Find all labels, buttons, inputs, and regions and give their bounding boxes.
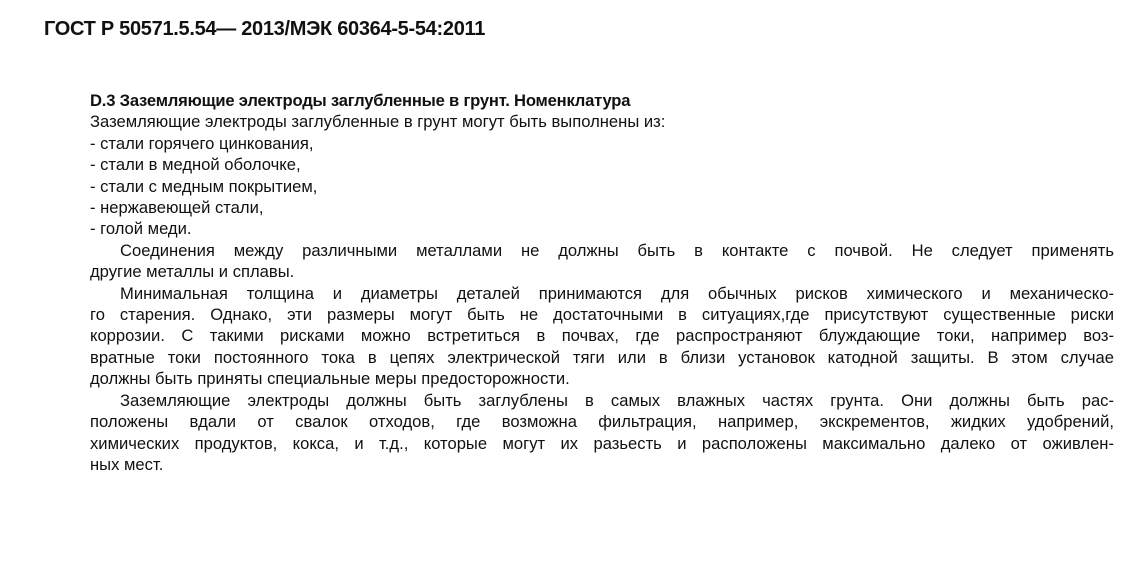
paragraph-line: должны быть приняты специальные меры предосторожности. bbox=[90, 369, 570, 389]
paragraph-line: Соединения между различными металлами не должны быть в контакте с почвой. Не следует применять bbox=[120, 240, 1114, 260]
section-heading: D.3 Заземляющие электроды заглубленные в грунт. Номенклатура bbox=[90, 91, 631, 110]
list-item: - стали горячего цинкования, bbox=[90, 133, 314, 153]
list-item: - голой меди. bbox=[90, 219, 192, 239]
list-item: - стали с медным покрытием, bbox=[90, 176, 318, 196]
materials-list bbox=[60, 133, 1114, 240]
list-item: - стали в медной оболочке, bbox=[90, 155, 301, 175]
paragraph-line: Минимальная толщина и диаметры деталей принимаются для обычных рисков химического и механическо- bbox=[120, 283, 1114, 303]
paragraph-metals-contact bbox=[60, 240, 1114, 283]
page-header: ГОСТ Р 50571.5.54— 2013/МЭК 60364-5-54:2011 bbox=[44, 18, 486, 40]
paragraph-line: ных мест. bbox=[90, 454, 164, 474]
list-item: - нержавеющей стали, bbox=[90, 198, 264, 218]
paragraph-line: положены вдали от свалок отходов, где возможна фильтрация, например, экскрементов, жидких удобрений, bbox=[90, 412, 1114, 432]
paragraph-placement bbox=[60, 390, 1114, 476]
paragraph-corrosion bbox=[60, 283, 1114, 390]
document-body bbox=[60, 90, 1114, 475]
paragraph-line: го старения. Однако, эти размеры могут быть не достаточными в ситуациях,где присутствуют существенные риски bbox=[90, 305, 1114, 325]
intro-text: Заземляющие электроды заглубленные в грунт могут быть выполнены из: bbox=[90, 112, 666, 132]
paragraph-line: химических продуктов, кокса, и т.д., которые могут их разьесть и расположены максимально далеко от оживлен- bbox=[90, 433, 1114, 453]
paragraph-line: Заземляющие электроды должны быть заглублены в самых влажных частях грунта. Они должны быть рас- bbox=[120, 390, 1114, 410]
paragraph-line: вратные токи постоянного тока в цепях электрической тяги или в близи установок катодной защиты. В этом случае bbox=[90, 347, 1114, 367]
paragraph-line: коррозии. С такими рисками можно встретиться в почвах, где распространяют блуждающие токи, например воз- bbox=[90, 326, 1114, 346]
paragraph-line: другие металлы и сплавы. bbox=[90, 262, 295, 282]
